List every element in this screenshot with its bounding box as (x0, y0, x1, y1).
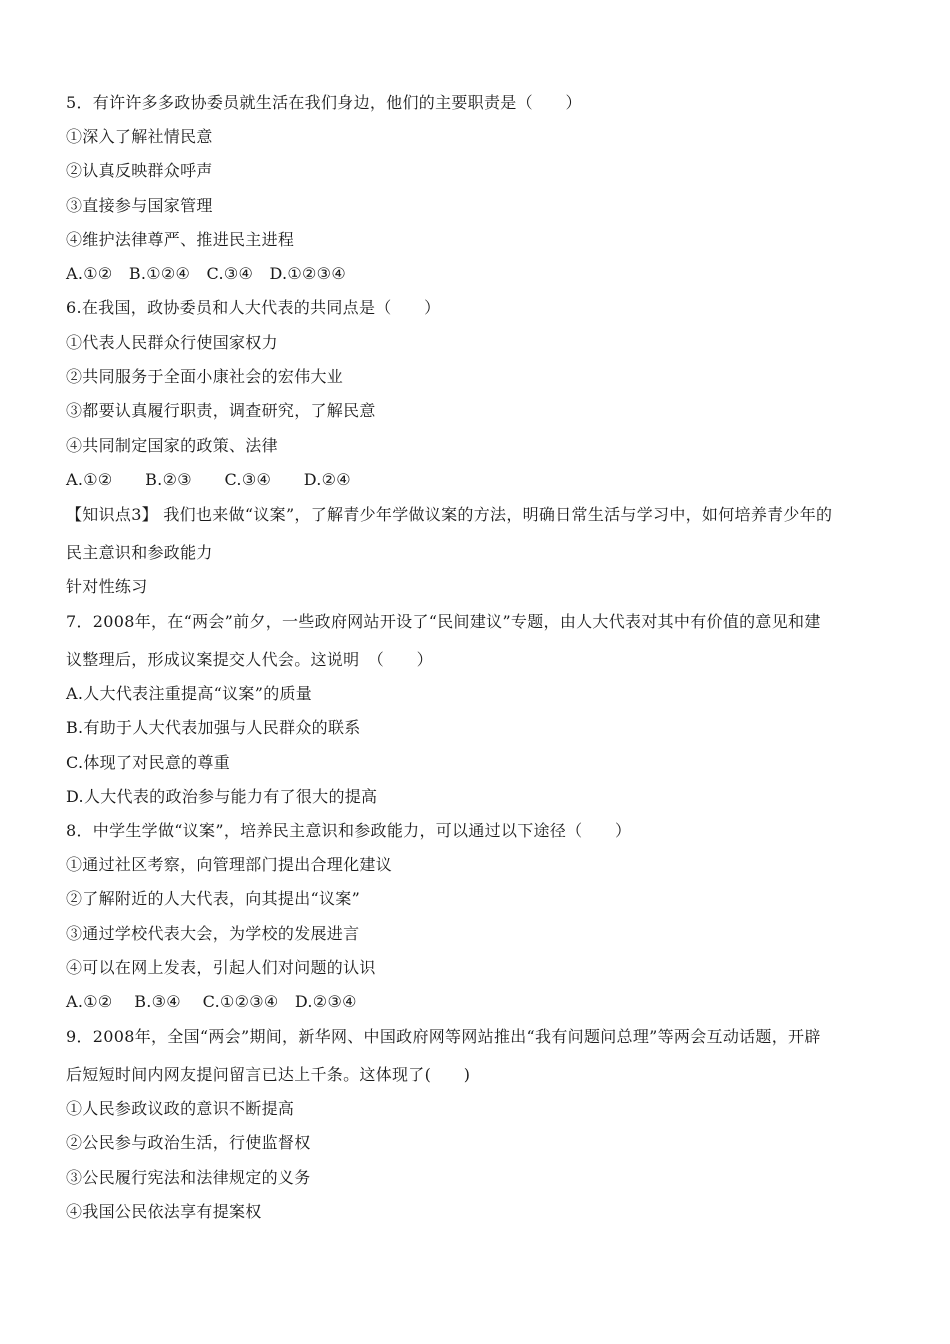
question-6-item-3: ③都要认真履行职责，调查研究，了解民意 (66, 401, 376, 420)
question-9-item-3: ③公民履行宪法和法律规定的义务 (66, 1168, 311, 1187)
section-heading-practice: 针对性练习 (66, 577, 148, 596)
question-7-option-b: B.有助于人大代表加强与人民群众的联系 (66, 718, 361, 737)
question-7-option-d: D.人大代表的政治参与能力有了很大的提高 (66, 787, 378, 806)
question-9-item-2: ②公民参与政治生活，行使监督权 (66, 1133, 311, 1152)
question-6-item-4: ④共同制定国家的政策、法律 (66, 436, 278, 455)
question-9-stem: 9．2008年，全国“两会”期间，新华网、中国政府网等网站推出“我有问题问总理”等两会互动话题，开辟 (66, 1027, 821, 1046)
question-5-item-2: ②认真反映群众呼声 (66, 161, 213, 180)
question-7-option-c: C.体现了对民意的尊重 (66, 753, 231, 772)
question-9-item-4: ④我国公民依法享有提案权 (66, 1202, 262, 1221)
knowledge-point-3: 【知识点3】 我们也来做“议案”，了解青少年学做议案的方法，明确日常生活与学习中，如何培养青少年的 (66, 505, 833, 524)
question-7-stem-cont: 议整理后，形成议案提交人代会。这说明 （ ） (66, 650, 433, 669)
question-6-item-1: ①代表人民群众行使国家权力 (66, 333, 278, 352)
question-6-stem: 6.在我国，政协委员和人大代表的共同点是（ ） (66, 298, 441, 317)
question-5-options: A.①② B.①②④ C.③④ D.①②③④ (66, 264, 346, 283)
question-9-stem-cont: 后短短时间内网友提问留言已达上千条。这体现了( ) (66, 1065, 471, 1084)
question-5-item-3: ③直接参与国家管理 (66, 196, 213, 215)
question-5-item-1: ①深入了解社情民意 (66, 127, 213, 146)
question-6-options: A.①② B.②③ C.③④ D.②④ (66, 470, 351, 489)
question-5-stem: 5．有许许多多政协委员就生活在我们身边，他们的主要职责是（ ） (66, 93, 582, 112)
question-8-item-3: ③通过学校代表大会，为学校的发展进言 (66, 924, 360, 943)
question-8-options: A.①② B.③④ C.①②③④ D.②③④ (66, 992, 357, 1011)
knowledge-point-3-cont: 民主意识和参政能力 (66, 543, 213, 562)
question-9-item-1: ①人民参政议政的意识不断提高 (66, 1099, 295, 1118)
question-8-item-4: ④可以在网上发表，引起人们对问题的认识 (66, 958, 376, 977)
question-8-item-2: ②了解附近的人大代表，向其提出“议案” (66, 889, 361, 908)
question-8-stem: 8．中学生学做“议案”，培养民主意识和参政能力，可以通过以下途径（ ） (66, 821, 632, 840)
question-8-item-1: ①通过社区考察，向管理部门提出合理化建议 (66, 855, 393, 874)
question-7-stem: 7．2008年，在“两会”前夕，一些政府网站开设了“民间建议”专题，由人大代表对其中有价值的意见和建 (66, 612, 821, 631)
question-5-item-4: ④维护法律尊严、推进民主进程 (66, 230, 295, 249)
question-7-option-a: A.人大代表注重提高“议案”的质量 (66, 684, 313, 703)
question-6-item-2: ②共同服务于全面小康社会的宏伟大业 (66, 367, 344, 386)
